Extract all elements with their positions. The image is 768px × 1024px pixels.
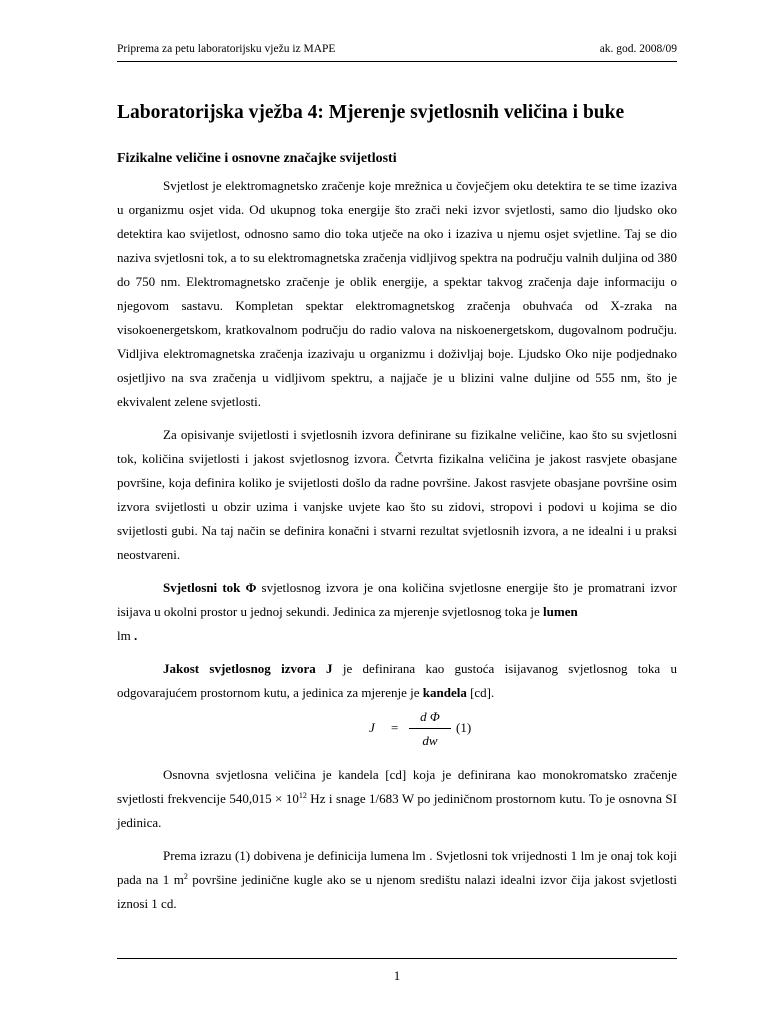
unit-kandela: kandela [422, 685, 467, 700]
term-luminous-flux: Svjetlosni tok Φ [163, 580, 257, 595]
header-right-text: ak. god. 2008/09 [599, 43, 677, 55]
kandela-text-before: Osnovna svjetlosna veličina je kandela [cd] koja je definirana kao monokromatsko zračenje svjetlosti frekvencije 540,015 × 10 [117, 767, 677, 806]
paragraph-lumen-definition [117, 844, 677, 916]
kandela-text-after: Hz i snage 1/683 W po jediničnom prostornom kutu. To je osnovna SI jedinica. [117, 791, 677, 830]
equation-number: (1) [456, 720, 472, 735]
paragraph-light-definition: Svjetlost je elektromagnetsko zračenje koje mrežnica u čovječjem oku detektira te se time izaziva u organizmu osjet vida. Od ukupnog toka energije što zrači neki izvor svjetlosti, samo dio ljudsko oko detektira kao svijetlost, odnosno samo dio toka utječe na oko i izaziva u njemu osjet svjetline. Taj se dio naziva svjetlosni tok, a to su elektromagnetska zračenja vidljivog spektra na području valnih duljina od 380 do 750 nm. Elektromagnetsko zračenje je oblik energije, a spektar takvog zračenja daje informaciju o njegovom sastavu. Kompletan spektar elektromagnetskog zračenja obuhvaća od X-zraka na visokoenergetskom, kratkovalnom području do radio valova na niskoenergetskom, dugovalnom području. Vidljiva elektromagnetska zračenja izazivaju u organizmu i doživljaj boje. Ljudsko Oko nije podjednako osjetljivo na sva zračenja u vidljivom spektru, a najjače je u blizini valne duljine od 555 nm, što je ekvivalent zelene svjetlosti. [117, 178, 677, 409]
kandela-exponent: 12 [298, 791, 307, 800]
lumen-text-after: površine jedinične kugle ako se u njenom središtu nalazi idealni izvor čija jakost svjetlosti iznosi 1 cd. [117, 872, 677, 911]
section-heading: Fizikalne veličine i osnovne značajke svijetlosti [117, 151, 397, 166]
unit-kandela-symbol: [cd]. [466, 685, 495, 700]
unit-lumen: lumen [543, 604, 578, 619]
equation-lhs: J [369, 720, 375, 735]
footer-rule [117, 958, 677, 959]
fraction-denominator: dw [422, 733, 438, 748]
page-content [117, 100, 677, 916]
luminous-intensity-text: je definirana kao gustoća isijavanog svjetlosnog toka u odgovarajućem prostornom kutu, a jedinica za mjerenje je [117, 661, 677, 700]
header-left-text: Priprema za petu laboratorijsku vježu iz MAPE [117, 43, 336, 55]
page-number: 1 [393, 968, 401, 983]
term-luminous-intensity: Jakost svjetlosnog izvora J [163, 661, 333, 676]
paragraph-luminous-intensity [117, 657, 677, 705]
luminous-flux-text: svjetlosnog izvora je ona količina svjetlosne energije što je promatrani izvor isijava u okolni prostor u jednoj sekundi. Jedinica za mjerenje svjetlosnog toka je [117, 580, 677, 619]
paragraph-luminous-flux [117, 576, 677, 648]
equation-1 [117, 708, 677, 754]
fraction-numerator: d Φ [420, 709, 440, 724]
equation-equals: = [391, 720, 399, 735]
lumen-exponent: 2 [183, 872, 188, 881]
paragraph-physical-quantities: Za opisivanje svijetlosti i svjetlosnih izvora definirane su fizikalne veličine, kao što su svjetlosni tok, količina svijetlosti i jakost svjetlosnog izvora. Četvrta fizikalna veličina je jakost rasvjete obasjane površine, koja definira koliko je svijetlosti došlo da radne površine. Jakost rasvjete obasjane površine osim izvora svijetlosti u obzir uzima i vanjske uvjete kao što su zidovi, stropovi i podovi u kojima se dio svijetlosti gubi. Na taj način se definira konačni i stvarni rezultat svjetlosnih izvora, a ne idealni i u praksi neostvareni. [117, 427, 677, 562]
paragraph-kandela-definition [117, 763, 677, 835]
lumen-text-before: Prema izrazu (1) dobivena je definicija lumena lm . Svjetlosni tok vrijednosti 1 lm je onaj tok koji pada na 1 m [117, 848, 677, 887]
running-header [117, 42, 677, 58]
fraction-bar [409, 728, 451, 729]
page-title: Laboratorijska vježba 4: Mjerenje svjetlosnih veličina i buke [117, 102, 625, 123]
header-rule [117, 61, 677, 62]
unit-lumen-symbol: lm [117, 628, 131, 643]
luminous-flux-end: . [130, 628, 138, 643]
equation-fraction [409, 708, 451, 750]
